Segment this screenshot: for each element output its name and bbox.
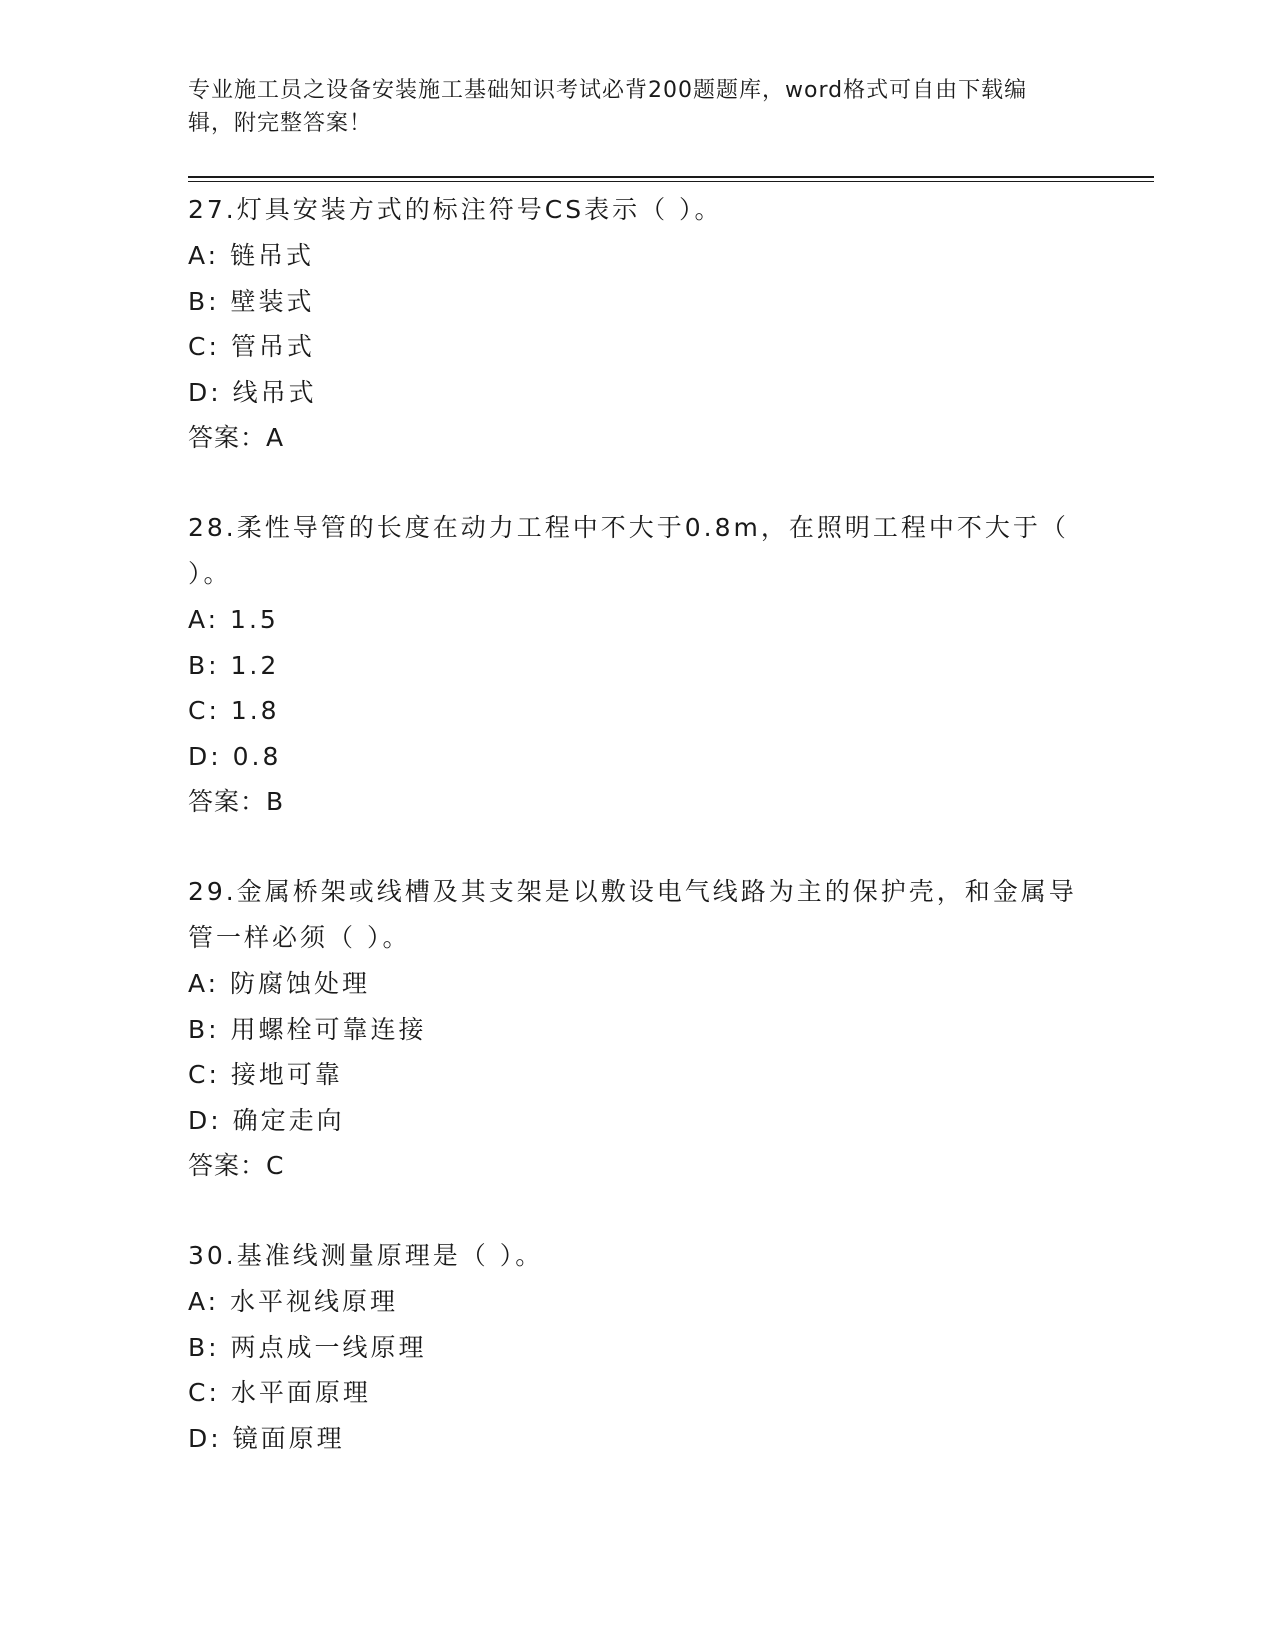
- option-c: C: 管吊式: [188, 332, 315, 361]
- option-d: D: 镜面原理: [188, 1423, 345, 1453]
- question-spacer: [188, 825, 1088, 869]
- option-a: A: 防腐蚀处理: [188, 969, 371, 998]
- option-a: A: 水平视线原理: [188, 1287, 399, 1316]
- question-spacer: [188, 461, 1088, 505]
- option-b: B: 壁装式: [188, 286, 315, 316]
- option-c: C: 1.8: [188, 696, 280, 725]
- option-d: D: 确定走向: [188, 1105, 345, 1135]
- option-a: A: 链吊式: [188, 241, 315, 270]
- question-stem: 28.柔性导管的长度在动力工程中不大于0.8m，在照明工程中不大于（ ）。: [188, 513, 1069, 588]
- question-list: [188, 187, 1088, 1461]
- question-28: [188, 505, 1088, 825]
- option-b: B: 两点成一线原理: [188, 1332, 427, 1362]
- header-divider-thin: [188, 181, 1154, 182]
- question-spacer: [188, 1189, 1088, 1233]
- option-b: B: 用螺栓可靠连接: [188, 1014, 427, 1044]
- answer-line: 答案：B: [188, 787, 285, 816]
- question-stem: 29.金属桥架或线槽及其支架是以敷设电气线路为主的保护壳，和金属导管一样必须（ ）。: [188, 877, 1077, 952]
- option-c: C: 水平面原理: [188, 1378, 371, 1407]
- answer-line: 答案：C: [188, 1151, 285, 1180]
- question-29: [188, 869, 1088, 1189]
- document-header: 专业施工员之设备安装施工基础知识考试必背200题题库，word格式可自由下载编辑，附完整答案！: [188, 78, 1028, 136]
- question-30: [188, 1233, 1088, 1461]
- option-d: D: 0.8: [188, 741, 282, 771]
- question-stem: 27.灯具安装方式的标注符号CS表示（ ）。: [188, 195, 723, 224]
- option-c: C: 接地可靠: [188, 1060, 343, 1089]
- header-divider-thick: [188, 176, 1154, 178]
- answer-line: 答案：A: [188, 423, 285, 452]
- option-a: A: 1.5: [188, 605, 279, 634]
- question-27: [188, 187, 1088, 461]
- question-stem: 30.基准线测量原理是（ ）。: [188, 1241, 544, 1270]
- option-d: D: 线吊式: [188, 377, 317, 407]
- option-b: B: 1.2: [188, 650, 280, 680]
